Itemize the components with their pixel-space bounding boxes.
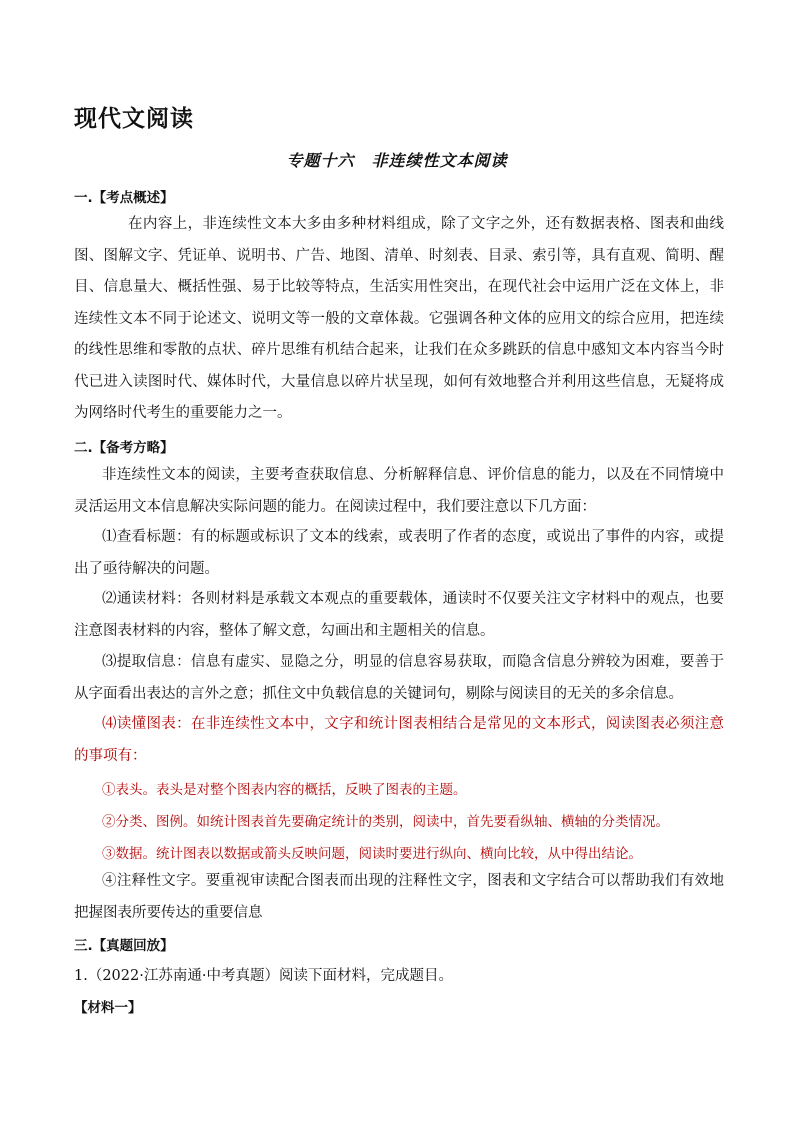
section2-item2: ⑵通读材料：各则材料是承载文本观点的重要载体，通读时不仅要关注文字材料中的观点，也要注意图表材料的内容，整体了解文意，勾画出和主题相关的信息。 xyxy=(74,591,724,639)
page-subtitle: 专题十六 非连续性文本阅读 xyxy=(286,151,508,170)
section2-heading: 二.【备考方略】 xyxy=(74,440,174,456)
section2-item3: ⑶提取信息：信息有虚实、显隐之分，明显的信息容易获取，而隐含信息分辨较为困难，要善于从字面看出表达的言外之意；抓住文中负载信息的关键词句，剔除与阅读目的无关的多余信息。 xyxy=(74,654,724,702)
section2-item1: ⑴查看标题：有的标题或标识了文本的线索，或表明了作者的态度，或说出了事件的内容，或提出了亟待解决的问题。 xyxy=(74,529,724,577)
material-1-label: 【材料一】 xyxy=(74,1000,142,1016)
section2-sub3: ③数据。统计图表以数据或箭头反映问题，阅读时要进行纵向、横向比较，从中得出结论。 xyxy=(102,846,642,862)
section2-item4: ⑷读懂图表：在非连续性文本中，文字和统计图表相结合是常见的文本形式，阅读图表必须注意的事项有： xyxy=(74,716,724,764)
page-title: 现代文阅读 xyxy=(74,106,194,132)
section2-sub1: ①表头。表头是对整个图表内容的概括，反映了图表的主题。 xyxy=(102,782,467,798)
section2-intro: 非连续性文本的阅读，主要考查获取信息、分析解释信息、评价信息的能力，以及在不同情境中灵活运用文本信息解决实际问题的能力。在阅读过程中，我们要注意以下几方面： xyxy=(74,467,724,515)
section1-paragraph: 在内容上，非连续性文本大多由多种材料组成，除了文字之外，还有数据表格、图表和曲线图、图解文字、凭证单、说明书、广告、地图、清单、时刻表、目录、索引等，具有直观、简明、醒目、信息量大、概括性强、易于比较等特点，生活实用性突出，在现代社会中运用广泛在文体上，非连续性文本不同于论述文、说明文等一般的文章体裁。它强调各种文体的应用文的综合应用，把连续的线性思维和零散的点状、碎片思维有机结合起来，让我们在众多跳跃的信息中感知文本内容当今时代已进入读图时代、媒体时代，大量信息以碎片状呈现，如何有效地整合并利用这些信息，无疑将成为网络时代考生的重要能力之一。 xyxy=(74,216,724,421)
question-1: 1.（2022·江苏南通·中考真题）阅读下面材料，完成题目。 xyxy=(74,968,453,984)
section2-sub4: ④注释性文字。要重视审读配合图表而出现的注释性文字，图表和文字结合可以帮助我们有效地把握图表所要传达的重要信息 xyxy=(74,873,724,921)
section2-sub2: ②分类、图例。如统计图表首先要确定统计的类别，阅读中，首先要看纵轴、横轴的分类情况。 xyxy=(102,814,669,830)
section3-heading: 三.【真题回放】 xyxy=(74,938,174,954)
section1-heading: 一.【考点概述】 xyxy=(74,190,174,206)
